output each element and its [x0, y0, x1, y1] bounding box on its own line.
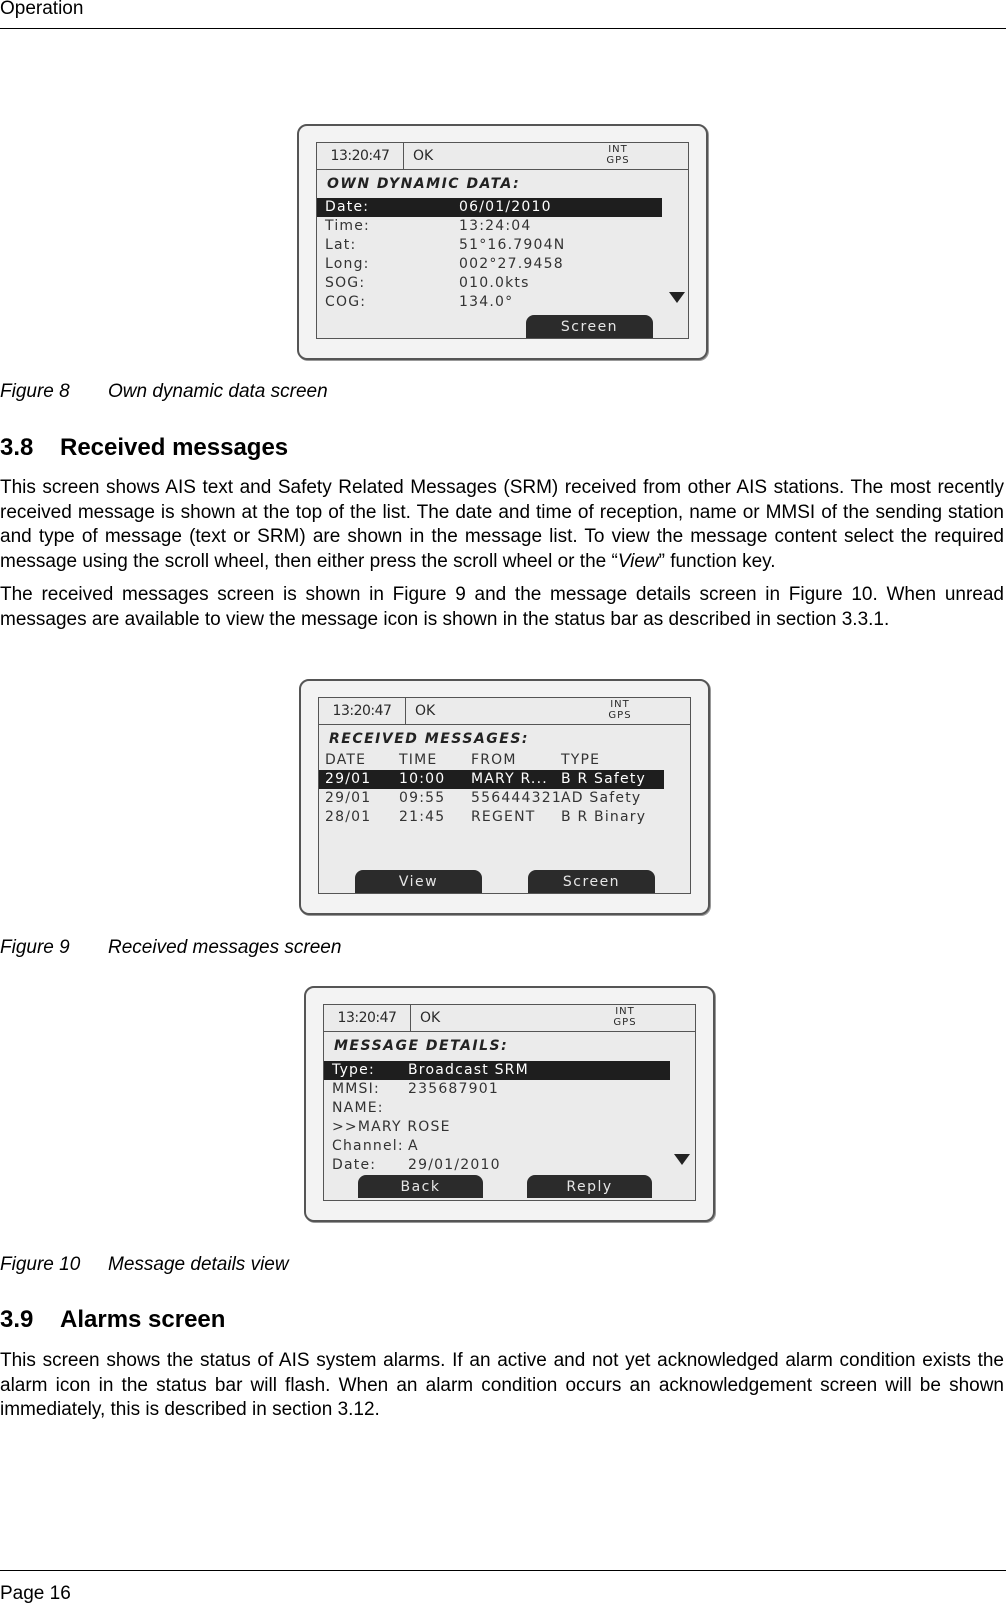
detail-row[interactable]: [324, 1156, 670, 1175]
header-text: Operation: [0, 0, 84, 19]
row-value: 002°27.9458: [459, 256, 564, 272]
own-data-row[interactable]: [317, 217, 662, 236]
heading-title: Alarms screen: [60, 1306, 226, 1333]
scroll-down-icon[interactable]: [669, 292, 685, 303]
row-value: 51°16.7904N: [459, 237, 566, 253]
detail-value: Broadcast SRM: [408, 1062, 529, 1078]
message-date: 28/01: [325, 809, 372, 825]
message-time: 21:45: [399, 809, 446, 825]
row-label: Long:: [325, 256, 370, 272]
para-text: This screen shows AIS text and Safety Related Messages (SRM) received from other AIS stations. The most recently received message is shown at the top of the list. The date and time of reception, name or MMSI of the sending station and type of message (text or SRM) are shown in the message list. To view the message content select the required message using the scroll wheel, then either press the scroll wheel or the “: [0, 477, 1004, 572]
heading-number: 3.8: [0, 434, 34, 461]
detail-label: Date:: [332, 1157, 377, 1173]
gps-source-line2: GPS: [613, 1017, 637, 1028]
own-data-row[interactable]: [317, 255, 662, 274]
row-label: SOG:: [325, 275, 366, 291]
section38-paragraph-1: [0, 476, 1004, 574]
message-type: B R Binary: [561, 809, 647, 825]
caption-number: Figure 10: [0, 1254, 81, 1275]
detail-label: NAME:: [332, 1100, 384, 1116]
view-softkey[interactable]: View: [355, 870, 482, 893]
status-bar: [324, 1005, 695, 1032]
scroll-down-icon[interactable]: [674, 1154, 690, 1165]
figure10-caption: [0, 1254, 289, 1276]
detail-label: Type:: [332, 1062, 375, 1078]
status-ok: OK: [415, 703, 436, 719]
gps-source-line2: GPS: [606, 155, 630, 166]
section39-paragraph: [0, 1349, 1004, 1423]
status-ok: OK: [413, 148, 434, 164]
own-data-row[interactable]: [317, 198, 662, 217]
status-time: 13:20:47: [319, 698, 406, 724]
gps-source-indicator: [600, 699, 640, 721]
column-header-from: FROM: [471, 752, 517, 768]
running-header: [0, 0, 1006, 29]
message-row[interactable]: [319, 789, 664, 808]
message-detail-list: [324, 1061, 670, 1175]
message-list-header: [319, 751, 664, 770]
heading-title: Received messages: [60, 434, 289, 461]
section38-paragraph-2: [0, 583, 1004, 632]
message-from: 556444321: [471, 790, 562, 806]
row-label: Lat:: [325, 237, 357, 253]
message-date: 29/01: [325, 790, 372, 806]
figure9-screen: [318, 697, 691, 894]
message-type: AD Safety: [561, 790, 642, 806]
status-bar: [319, 698, 690, 725]
detail-value: 29/01/2010: [408, 1157, 501, 1173]
status-ok: OK: [420, 1010, 441, 1026]
detail-row[interactable]: [324, 1118, 670, 1137]
screen-title: MESSAGE DETAILS:: [334, 1038, 509, 1054]
gps-source-line2: GPS: [608, 710, 632, 721]
row-value: 134.0°: [459, 294, 514, 310]
message-time: 10:00: [399, 771, 446, 787]
section-heading-3-9: [0, 1306, 226, 1334]
message-time: 09:55: [399, 790, 446, 806]
detail-label: Channel:: [332, 1138, 404, 1154]
back-softkey[interactable]: Back: [358, 1175, 483, 1198]
message-from: REGENT: [471, 809, 536, 825]
detail-label: >>MARY ROSE: [332, 1119, 451, 1135]
caption-number: Figure 9: [0, 937, 70, 958]
gps-source-line1: INT: [615, 1006, 635, 1017]
message-from: MARY R...: [471, 771, 548, 787]
caption-title: Message details view: [108, 1254, 289, 1275]
figure8-screen: [316, 142, 689, 339]
figure8-caption: [0, 381, 328, 403]
detail-row[interactable]: [324, 1061, 670, 1080]
figure8-device: [297, 124, 708, 360]
figure10-screen: [323, 1004, 696, 1201]
row-value: 010.0kts: [459, 275, 530, 291]
row-label: COG:: [325, 294, 367, 310]
own-data-row[interactable]: [317, 274, 662, 293]
detail-row[interactable]: [324, 1080, 670, 1099]
column-header-type: TYPE: [561, 752, 601, 768]
view-key-reference: View: [617, 550, 659, 572]
screen-softkey[interactable]: Screen: [526, 315, 653, 338]
section-heading-3-8: [0, 434, 289, 462]
own-data-list: [317, 198, 662, 312]
caption-title: Own dynamic data screen: [108, 381, 328, 402]
detail-row[interactable]: [324, 1099, 670, 1118]
status-bar: [317, 143, 688, 170]
figure9-device: [299, 679, 710, 915]
status-time: 13:20:47: [324, 1005, 411, 1031]
row-value: 06/01/2010: [459, 199, 552, 215]
gps-source-indicator: [605, 1006, 645, 1028]
column-header-time: TIME: [399, 752, 438, 768]
row-label: Time:: [325, 218, 370, 234]
running-footer: [0, 1570, 1006, 1604]
caption-number: Figure 8: [0, 381, 70, 402]
row-value: 13:24:04: [459, 218, 532, 234]
detail-value: 235687901: [408, 1081, 499, 1097]
caption-title: Received messages screen: [108, 937, 342, 958]
screen-title: OWN DYNAMIC DATA:: [327, 176, 521, 192]
message-date: 29/01: [325, 771, 372, 787]
para-text: The received messages screen is shown in Figure 9 and the message details screen in Figure 10. When unread messages are available to view the message icon is shown in the status bar as described in section 3.3.1.: [0, 584, 1004, 630]
detail-label: MMSI:: [332, 1081, 380, 1097]
figure10-device: [304, 986, 715, 1222]
column-header-date: DATE: [325, 752, 367, 768]
gps-source-line1: INT: [610, 699, 630, 710]
message-type: B R Safety: [561, 771, 647, 787]
screen-title: RECEIVED MESSAGES:: [329, 731, 530, 747]
reply-softkey[interactable]: Reply: [527, 1175, 652, 1198]
page-number: Page 16: [0, 1583, 71, 1604]
detail-row[interactable]: [324, 1137, 670, 1156]
own-data-row[interactable]: [317, 236, 662, 255]
detail-value: A: [408, 1138, 419, 1154]
own-data-row[interactable]: [317, 293, 662, 312]
para-text: This screen shows the status of AIS system alarms. If an active and not yet acknowledged alarm condition exists the alarm icon in the status bar will flash. When an alarm condition occurs an acknowledgement screen will be shown immediately, this is described in section 3.12.: [0, 1350, 1004, 1421]
gps-source-line1: INT: [608, 144, 628, 155]
para-text: ” function key.: [658, 550, 776, 572]
heading-number: 3.9: [0, 1306, 34, 1333]
message-list: [319, 751, 664, 827]
figure9-caption: [0, 937, 342, 959]
row-label: Date:: [325, 199, 370, 215]
message-row[interactable]: [319, 808, 664, 827]
message-row[interactable]: [319, 770, 664, 789]
gps-source-indicator: [598, 144, 638, 166]
screen-softkey[interactable]: Screen: [528, 870, 655, 893]
status-time: 13:20:47: [317, 143, 404, 169]
